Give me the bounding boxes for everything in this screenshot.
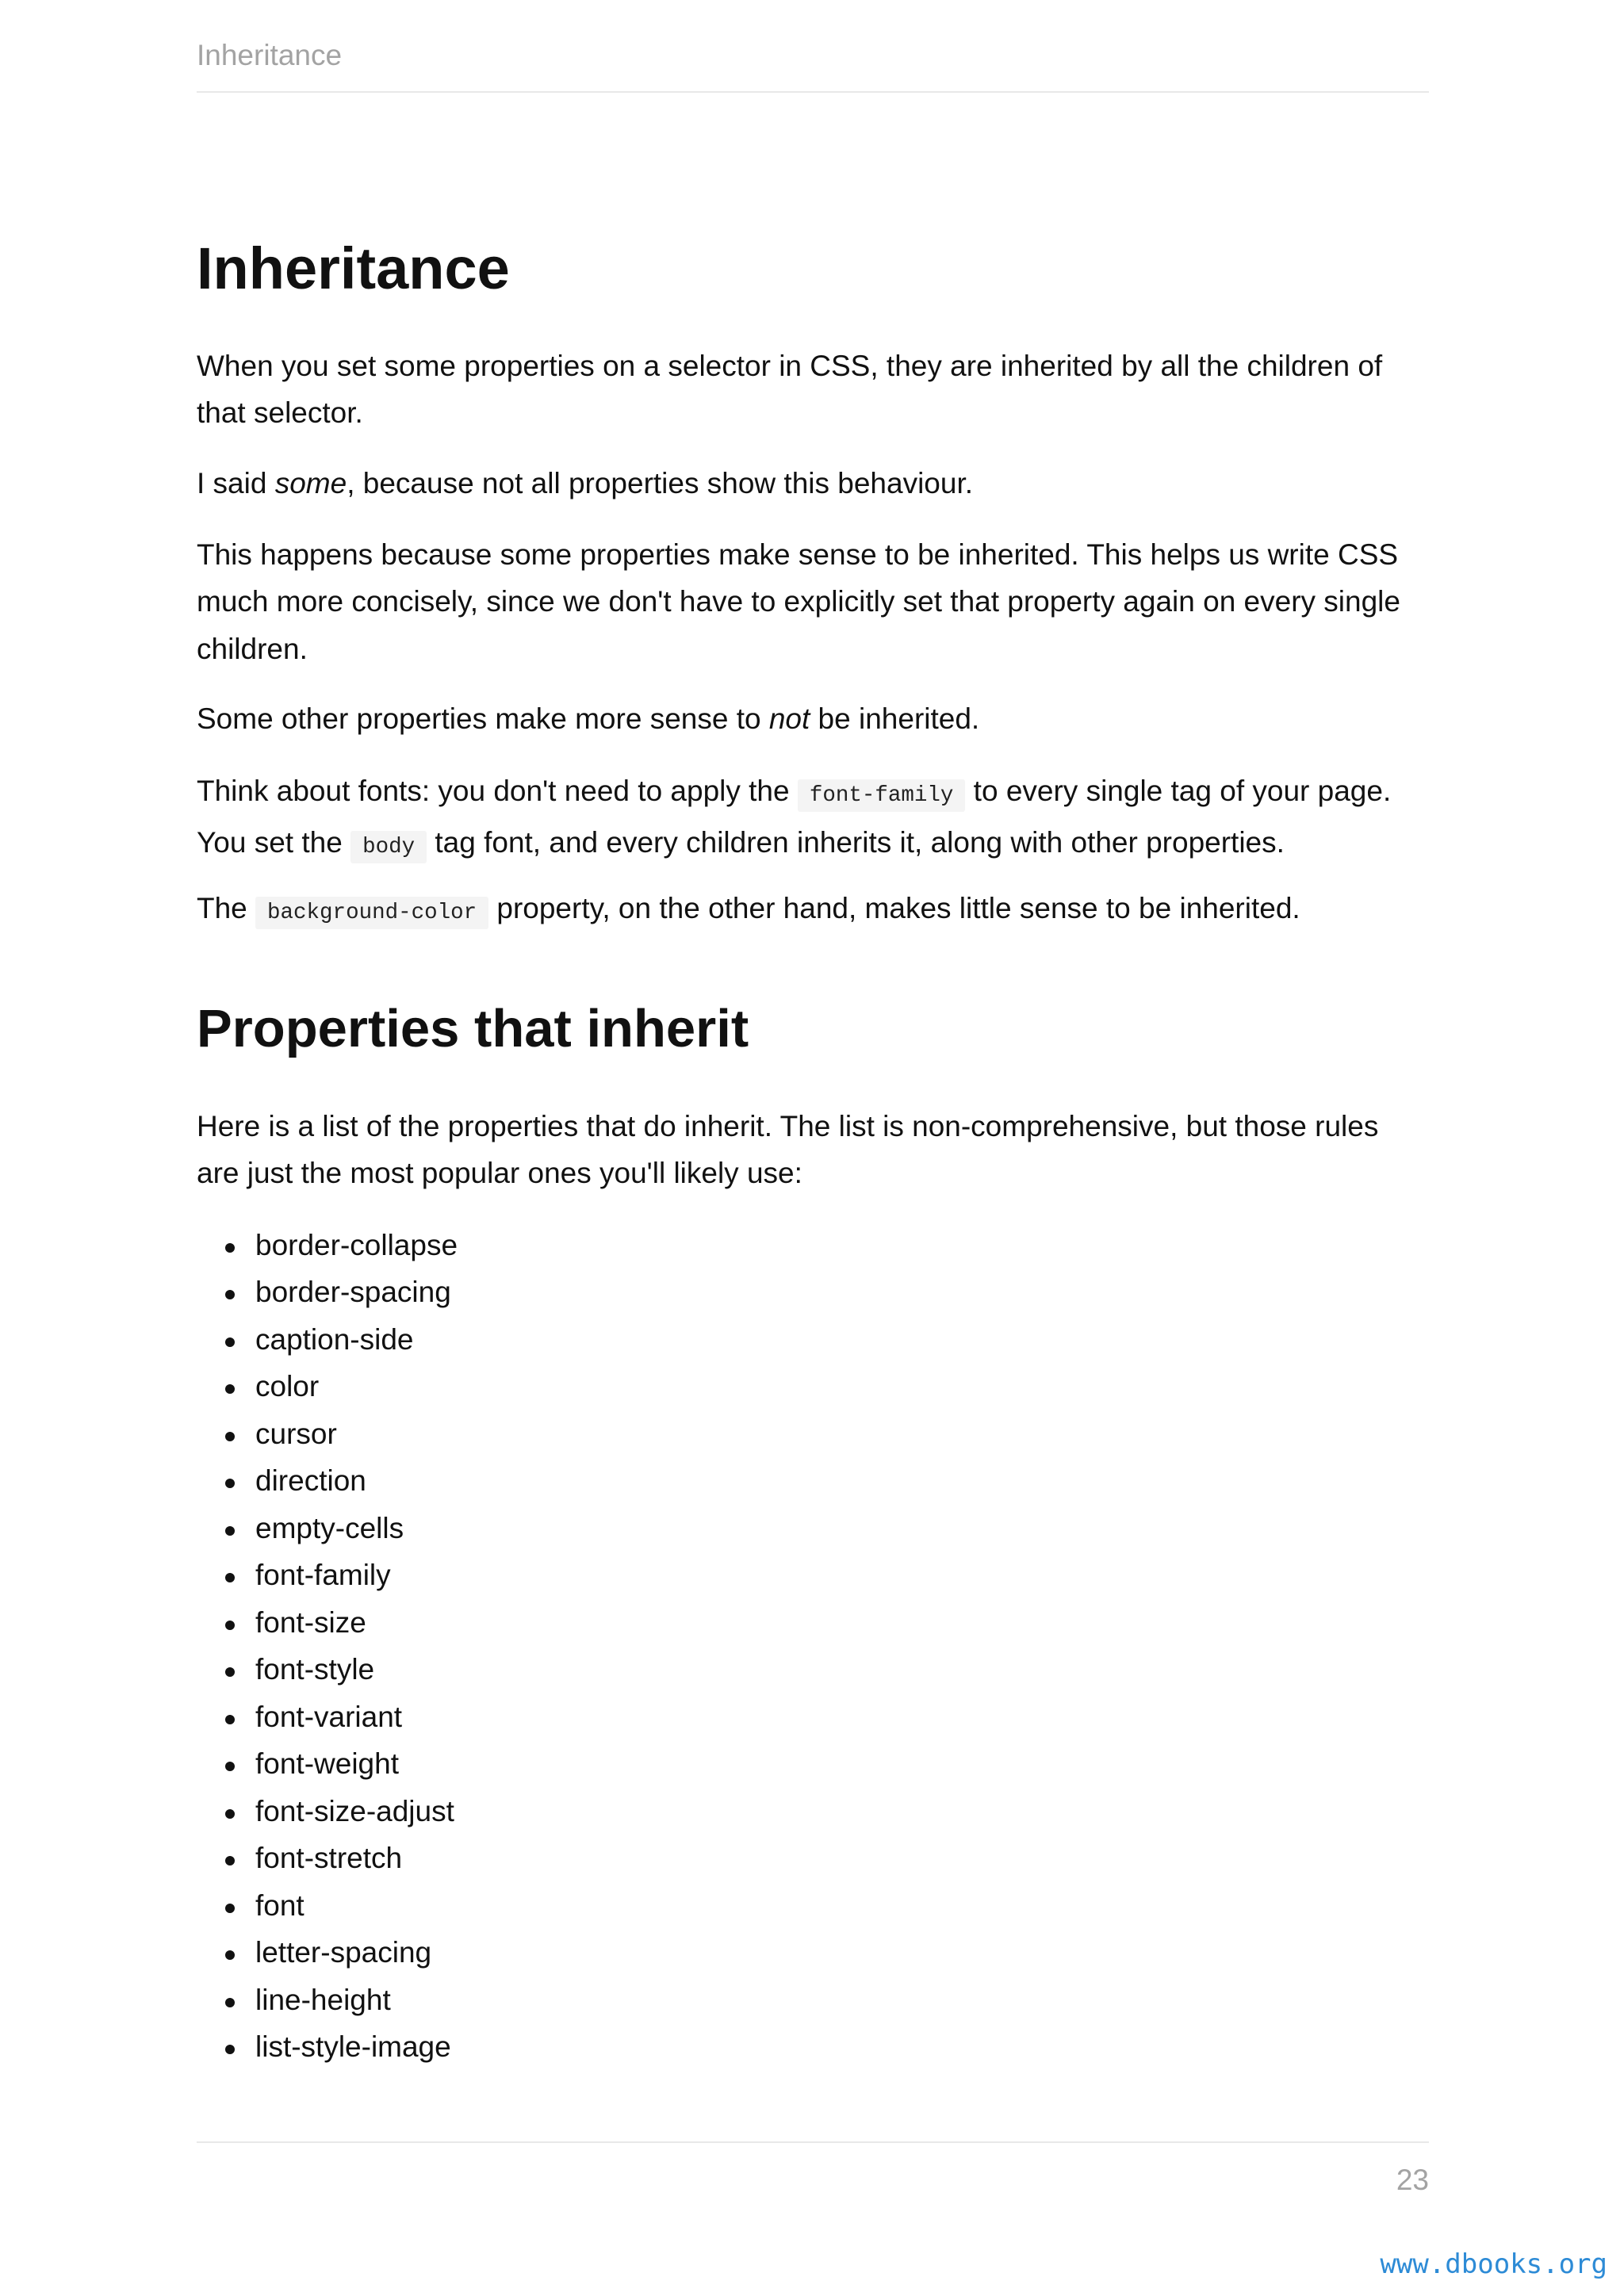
bullet-icon bbox=[225, 1526, 235, 1536]
list-item-text: font-stretch bbox=[255, 1842, 403, 1875]
list-item bbox=[197, 1976, 990, 2023]
bullet-icon bbox=[225, 1762, 235, 1771]
list-item-text: list-style-image bbox=[255, 2030, 451, 2063]
bullet-icon bbox=[225, 1667, 235, 1677]
bullet-icon bbox=[225, 1715, 235, 1724]
header-divider bbox=[197, 91, 1429, 93]
paragraph bbox=[197, 767, 1422, 871]
paragraph-text: I said bbox=[197, 467, 275, 499]
emphasis-text: not bbox=[768, 702, 810, 735]
bullet-icon bbox=[225, 1384, 235, 1394]
list-item bbox=[197, 1929, 990, 1976]
bullet-icon bbox=[225, 1950, 235, 1960]
list-item bbox=[197, 1410, 990, 1457]
inherited-properties-list bbox=[197, 1222, 990, 2070]
bullet-icon bbox=[225, 1243, 235, 1253]
paragraph-text: , because not all properties show this behaviour. bbox=[347, 467, 974, 499]
paragraph bbox=[197, 460, 1422, 507]
list-item-text: direction bbox=[255, 1464, 366, 1498]
bullet-icon bbox=[225, 1621, 235, 1630]
list-item bbox=[197, 1505, 990, 1552]
list-item bbox=[197, 1552, 990, 1598]
paragraph-text: property, on the other hand, makes little sense to be inherited. bbox=[488, 892, 1300, 924]
bullet-icon bbox=[225, 1290, 235, 1299]
list-item-text: font-size bbox=[255, 1605, 366, 1639]
list-item-text: line-height bbox=[255, 1983, 391, 2016]
footer-divider bbox=[197, 2141, 1429, 2143]
bullet-icon bbox=[225, 1432, 235, 1441]
section-heading: Properties that inherit bbox=[197, 999, 749, 1058]
paragraph: When you set some properties on a selector in CSS, they are inherited by all the children of that selector. bbox=[197, 350, 1383, 430]
list-item-text: letter-spacing bbox=[255, 1936, 432, 1969]
page-title: Inheritance bbox=[197, 235, 510, 301]
list-item bbox=[197, 1788, 990, 1835]
paragraph-text: to every single tag of your page. You set the bbox=[197, 775, 1392, 859]
bullet-icon bbox=[225, 1573, 235, 1582]
list-item bbox=[197, 1740, 990, 1787]
list-item-text: border-collapse bbox=[255, 1229, 458, 1261]
paragraph: This happens because some properties make sense to be inherited. This helps us write CSS much more concisely, since we don't have to explicitly set that property again on every single children. bbox=[197, 538, 1400, 665]
paragraph bbox=[197, 885, 1422, 936]
page-number: 23 bbox=[1396, 2164, 1429, 2196]
bullet-icon bbox=[225, 1856, 235, 1866]
bullet-icon bbox=[225, 1809, 235, 1819]
list-item-text: font-size-adjust bbox=[255, 1794, 454, 1827]
bullet-icon bbox=[225, 1479, 235, 1488]
bullet-icon bbox=[225, 1337, 235, 1347]
running-header: Inheritance bbox=[197, 39, 343, 71]
list-item-text: border-spacing bbox=[255, 1276, 451, 1309]
paragraph-text: tag font, and every children inherits it, along with other properties. bbox=[427, 826, 1285, 859]
list-item-text: font-style bbox=[255, 1653, 375, 1686]
bullet-icon bbox=[225, 1904, 235, 1913]
emphasis-text: some bbox=[274, 467, 347, 499]
list-item bbox=[197, 1222, 990, 1269]
inline-code: background-color bbox=[255, 897, 488, 929]
paragraph-text: be inherited. bbox=[810, 702, 980, 735]
list-item bbox=[197, 1457, 990, 1504]
paragraph bbox=[197, 695, 1422, 742]
paragraph-text: Some other properties make more sense to bbox=[197, 702, 769, 735]
list-item bbox=[197, 1882, 990, 1929]
list-item-text: cursor bbox=[255, 1417, 337, 1450]
list-item-text: font-weight bbox=[255, 1747, 399, 1781]
list-item bbox=[197, 1835, 990, 1881]
inline-code: font-family bbox=[798, 779, 966, 812]
list-item-text: empty-cells bbox=[255, 1511, 404, 1544]
list-item-text: font bbox=[255, 1888, 304, 1922]
bullet-icon bbox=[225, 1998, 235, 2007]
watermark-link[interactable]: www.dbooks.org bbox=[1380, 2248, 1607, 2280]
paragraph-text: Think about fonts: you don't need to apply the bbox=[197, 775, 798, 807]
list-item bbox=[197, 1316, 990, 1363]
list-item bbox=[197, 1363, 990, 1410]
list-item bbox=[197, 2023, 990, 2070]
list-item bbox=[197, 1269, 990, 1315]
paragraph: Here is a list of the properties that do inherit. The list is non-comprehensive, but those rules are just the most popular ones you'll likely use: bbox=[197, 1110, 1379, 1190]
inline-code: body bbox=[350, 831, 427, 863]
list-item bbox=[197, 1646, 990, 1693]
list-item bbox=[197, 1599, 990, 1646]
bullet-icon bbox=[225, 2045, 235, 2054]
paragraph-text: The bbox=[197, 892, 256, 924]
list-item-text: color bbox=[255, 1370, 320, 1403]
list-item bbox=[197, 1693, 990, 1740]
list-item-text: font-family bbox=[255, 1559, 391, 1592]
list-item-text: caption-side bbox=[255, 1322, 414, 1356]
list-item-text: font-variant bbox=[255, 1700, 403, 1733]
